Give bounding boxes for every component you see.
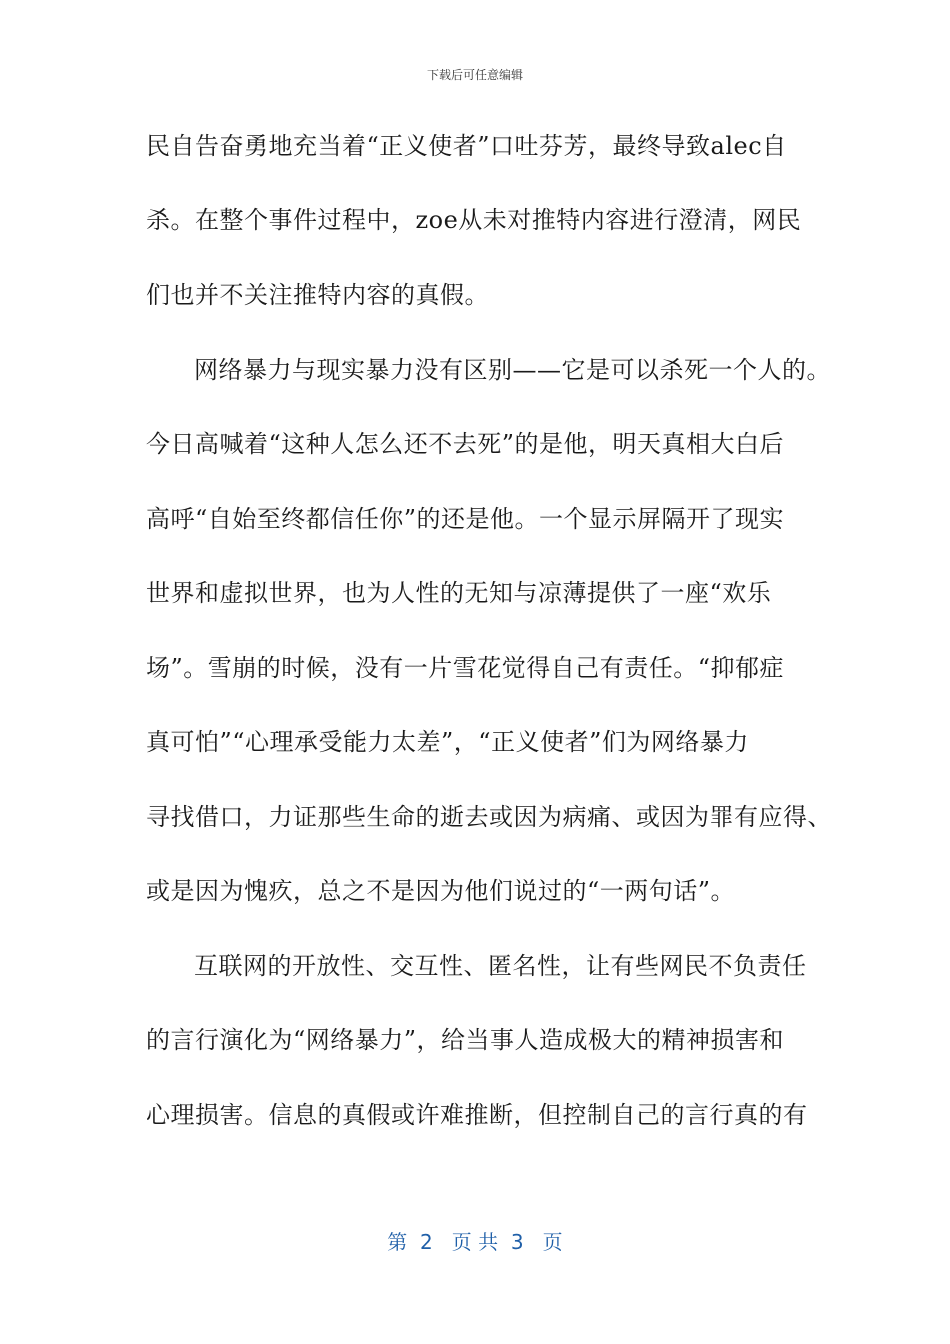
body-line: 的言行演化为“网络暴力”，给当事人造成极大的精神损害和 <box>146 1026 785 1054</box>
body-line: 杀。在整个事件过程中，zoe从未对推特内容进行澄清，网民 <box>146 206 802 234</box>
page-number-footer: 第 2 页 共 3 页 <box>387 1230 563 1254</box>
body-line: 世界和虚拟世界，也为人性的无知与凉薄提供了一座“欢乐 <box>146 579 772 607</box>
page-header: 下载后可任意编辑 <box>426 68 523 82</box>
body-line: 心理损害。信息的真假或许难推断，但控制自己的言行真的有 <box>146 1101 808 1129</box>
paragraph-start-line: 网络暴力与现实暴力没有区别——它是可以杀死一个人的。 <box>194 356 831 384</box>
body-line: 民自告奋勇地充当着“正义使者”口吐芬芳，最终导致alec自 <box>146 132 787 160</box>
body-line: 们也并不关注推特内容的真假。 <box>146 281 489 309</box>
body-line: 真可怕”“心理承受能力太差”，“正义使者”们为网络暴力 <box>146 728 749 756</box>
body-line: 寻找借口，力证那些生命的逝去或因为病痛、或因为罪有应得、 <box>146 803 832 831</box>
paragraph-start-line: 互联网的开放性、交互性、匿名性，让有些网民不负责任 <box>194 952 807 980</box>
body-line: 高呼“自始至终都信任你”的还是他。一个显示屏隔开了现实 <box>146 505 785 533</box>
body-line: 场”。雪崩的时候，没有一片雪花觉得自己有责任。“抑郁症 <box>146 654 785 682</box>
body-line: 今日高喊着“这种人怎么还不去死”的是他，明天真相大白后 <box>146 430 785 458</box>
body-line: 或是因为愧疚，总之不是因为他们说过的“一两句话”。 <box>146 877 736 905</box>
